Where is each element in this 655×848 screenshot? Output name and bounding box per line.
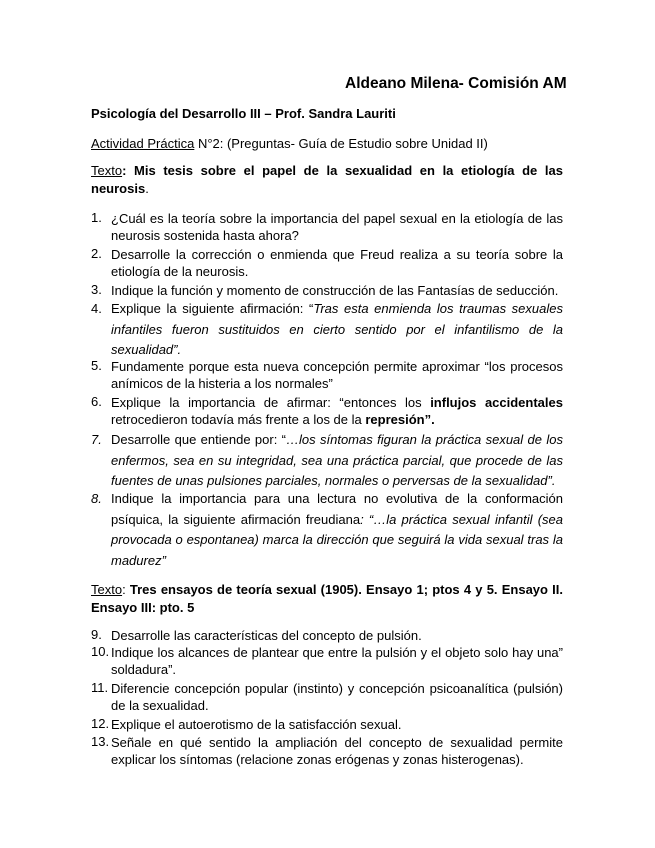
section2-label: Texto [91, 582, 123, 597]
question-text-part: retrocedieron todavía más frente a los de la [111, 412, 366, 427]
course-subject: Psicología del Desarrollo III – Prof. Sandra Lauriti [91, 106, 396, 121]
question-12 [91, 716, 563, 733]
question-text: Señale en qué sentido la ampliación del concepto de sexualidad permite explicar los síntomas (relacione zonas erógenas y zonas histerogenas). [111, 735, 563, 767]
section1-end: . [145, 181, 149, 196]
question-text: Explique el autoerotismo de la satisfacción sexual. [111, 717, 402, 732]
activity-line [91, 136, 488, 151]
question-text [111, 489, 563, 571]
question-text: Indique la función y momento de construcción de las Fantasías de seducción. [111, 283, 559, 298]
question-6 [91, 394, 563, 428]
section2-colon: : [122, 582, 130, 597]
question-5 [91, 358, 563, 392]
question-number: 8. [91, 491, 102, 506]
question-3 [91, 282, 563, 299]
question-text: Indique los alcances de plantear que entre la pulsión y el objeto solo hay una” soldadura”. [111, 645, 563, 677]
question-number: 1. [91, 210, 102, 225]
question-number: 10. [91, 644, 110, 659]
question-intro: Indique la importancia para una lectura no evolutiva de la conformación psíquica, la siguiente afirmación freudiana [111, 491, 563, 527]
question-quote: …los síntomas figuran la práctica sexual de los enfermos, sea en su integridad, sea una práctica parcial, que procede de las fuentes de unas pulsiones parciales, normales o perversas de la sexualidad”. [111, 432, 563, 488]
question-quote: : “…la práctica sexual infantil (sea provocada o espontanea) marca la dirección que seguirá la vida sexual tras la madurez” [111, 511, 563, 568]
question-1 [91, 210, 563, 244]
question-2 [91, 246, 563, 280]
question-text [111, 430, 563, 492]
author-title: Aldeano Milena- Comisión AM [345, 75, 567, 92]
question-number: 9. [91, 627, 102, 642]
question-9 [91, 627, 563, 644]
question-number: 6. [91, 394, 102, 409]
question-number: 11. [91, 680, 109, 695]
question-number: 3. [91, 282, 102, 297]
activity-description: N°2: (Preguntas- Guía de Estudio sobre Unidad II) [194, 136, 488, 151]
question-text: ¿Cuál es la teoría sobre la importancia del papel sexual en la etiología de las neurosis sostenida hasta ahora? [111, 211, 563, 243]
question-number: 2. [91, 246, 102, 261]
question-text: Desarrolle la corrección o enmienda que Freud realiza a su teoría sobre la etiología de la neurosis. [111, 247, 563, 279]
question-text: Diferencie concepción popular (instinto) y concepción psicoanalítica (pulsión) de la sexualidad. [111, 681, 563, 713]
question-emphasis: represión [365, 412, 425, 427]
section2-title: Tres ensayos de teoría sexual (1905). Ensayo 1; ptos 4 y 5. Ensayo II. Ensayo III: pto. 5 [91, 582, 563, 615]
question-intro: Desarrolle que entiende por: “ [111, 432, 287, 447]
question-quote: Tras esta enmienda los traumas sexuales infantiles fueron sustituidos en cierto sentido por el infantilismo de la sexualidad”. [111, 301, 563, 357]
question-emphasis: influjos accidentales [430, 395, 563, 410]
question-number: 4. [91, 301, 102, 316]
question-8 [91, 489, 563, 571]
section1-heading [91, 162, 563, 198]
section1-label: Texto [91, 163, 123, 178]
question-13 [91, 734, 563, 768]
question-11 [91, 680, 563, 714]
section2-heading [91, 581, 563, 617]
question-number: 12. [91, 716, 110, 731]
question-number: 13. [91, 734, 110, 749]
question-text-end: ”. [424, 412, 435, 427]
question-7 [91, 430, 563, 492]
question-text [111, 299, 563, 361]
question-number: 5. [91, 358, 102, 373]
section1-title: : Mis tesis sobre el papel de la sexualidad en la etiología de las neurosis [91, 163, 563, 196]
question-text [111, 394, 563, 428]
activity-label: Actividad Práctica [91, 136, 195, 151]
question-number: 7. [91, 432, 102, 447]
question-text: Desarrolle las características del concepto de pulsión. [111, 628, 422, 643]
question-4 [91, 299, 563, 361]
question-intro: Explique la siguiente afirmación: “ [111, 301, 314, 316]
question-10 [91, 644, 563, 678]
question-text: Fundamente porque esta nueva concepción permite aproximar “los procesos anímicos de la histeria a los normales” [111, 359, 563, 391]
question-text-part: Explique la importancia de afirmar: “entonces los [111, 395, 431, 410]
